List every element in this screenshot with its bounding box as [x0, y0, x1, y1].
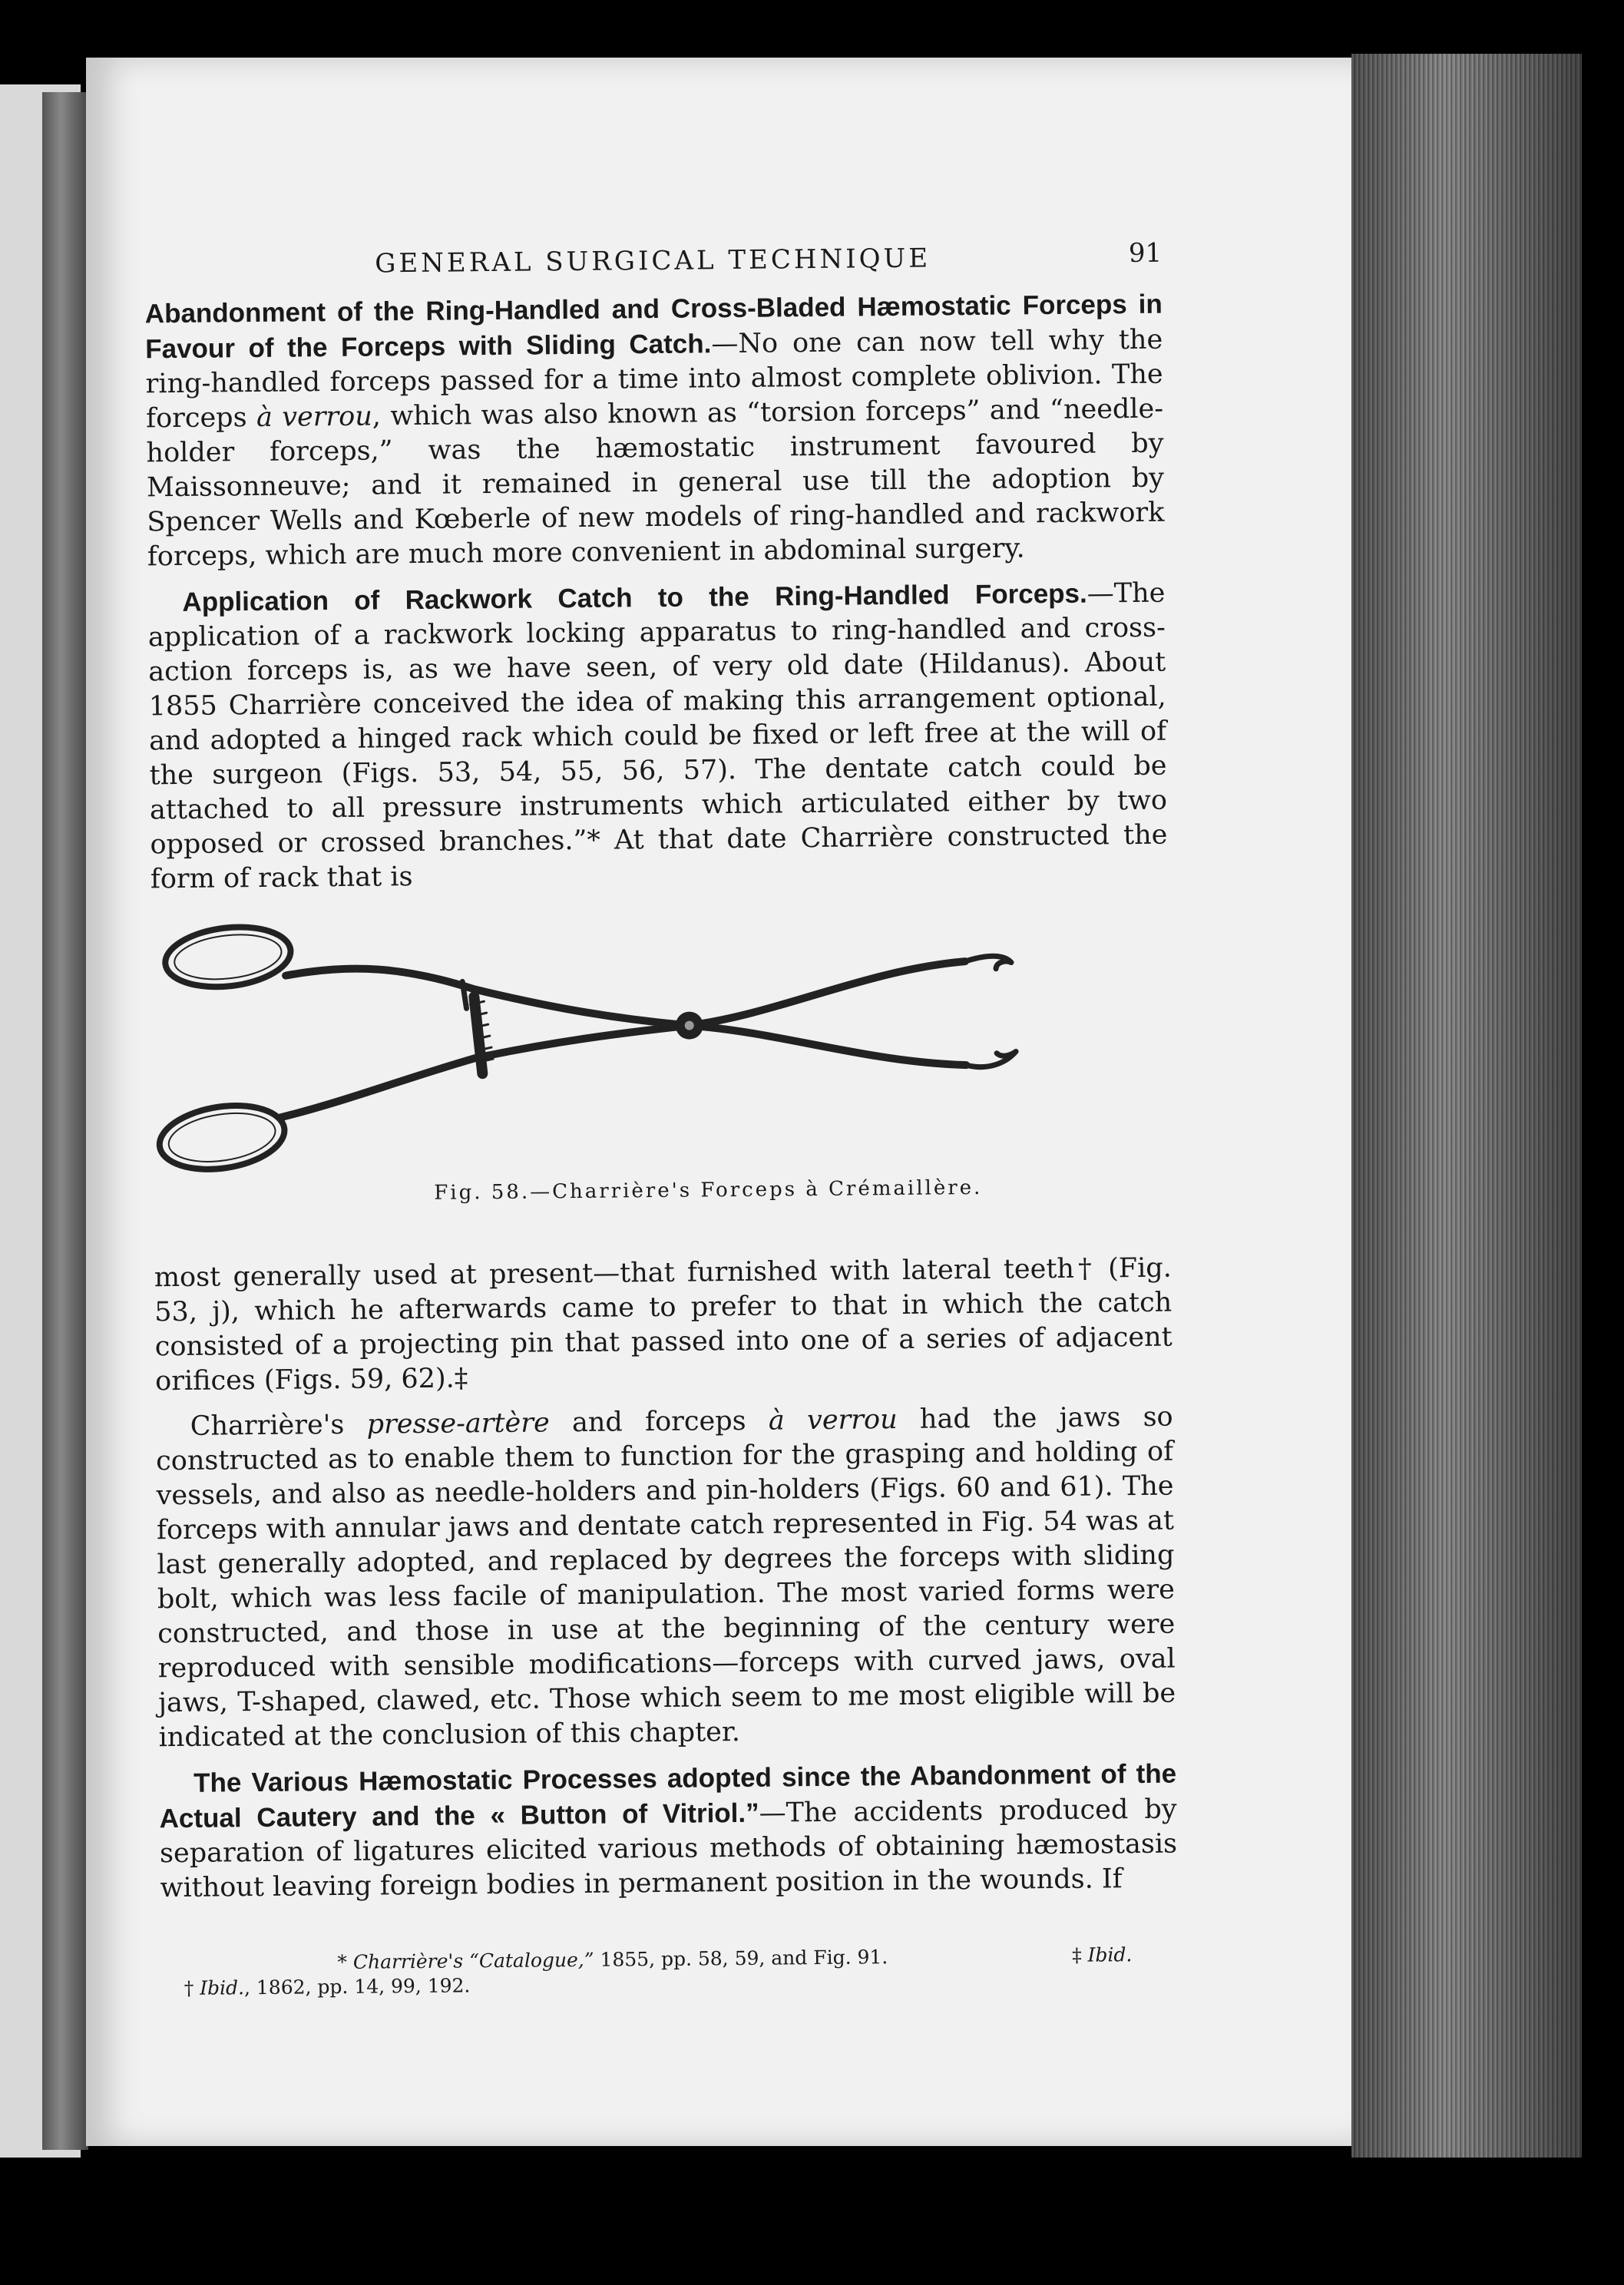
footnote-source: Ibid. — [200, 1976, 245, 1999]
body-text: —The accidents produced by separation of ligatures elicited various methods of obtaining hæmostasis without leaving foreign bodies in permanent position in the wounds. If — [159, 1794, 1178, 1904]
footnotes — [160, 1943, 1179, 2002]
footnote-mark: ‡ — [1071, 1943, 1088, 1966]
italic-term: à verrou — [256, 401, 372, 433]
body-text: Charrière's — [190, 1409, 367, 1442]
footnote-mark: † — [184, 1976, 200, 1999]
running-title: GENERAL SURGICAL TECHNIQUE — [375, 243, 931, 279]
body-text: —No one can now tell why the ring-handled forceps passed for a time into almost complete oblivion. The forceps — [145, 324, 1163, 435]
paragraph-rackwork — [147, 576, 1168, 898]
running-header — [144, 237, 1163, 297]
paragraph-processes — [159, 1757, 1178, 1906]
italic-term: presse-artère — [366, 1407, 550, 1440]
section-heading: Abandonment of the Ring-Handled and Cross-Bladed Hæmostatic Forceps in Favour of the Forceps with Sliding Catch. — [144, 289, 1163, 365]
forceps-drawing — [150, 906, 1170, 1185]
footnote-mark: * — [337, 1950, 354, 1974]
page-content — [144, 237, 1179, 2002]
footnote-source: Charrière's “Catalogue,” — [352, 1948, 594, 1973]
footnote-3 — [1072, 1943, 1133, 1968]
paragraph-continuation: most generally used at present—that furnished with lateral teeth† (Fig. 53, j), which he afterwards came to prefer to that in which the catch consisted of a projecting pin that passed into one of a series of adjacent orifices (Figs. 59, 62).‡ — [154, 1252, 1173, 1397]
page-stack-edge — [1351, 54, 1582, 2158]
footnote-text: , 1862, pp. 14, 99, 192. — [243, 1974, 471, 1999]
body-text: and forceps — [549, 1405, 769, 1439]
footnote-source: Ibid. — [1087, 1943, 1133, 1966]
binding-gutter — [42, 92, 88, 2150]
page-number: 91 — [1128, 237, 1163, 270]
forceps-illustration — [150, 906, 1170, 1185]
section-heading: Application of Rackwork Catch to the Ring-Handled Forceps. — [182, 578, 1087, 617]
section-heading: The Various Hæmostatic Processes adopted since the Abandonment of the Actual Cautery and the « Button of Vitriol.” — [159, 1758, 1177, 1834]
body-text: had the jaws so constructed as to enable them to function for the grasping and holding of vessels, and also as needle-holders and pin-holders (Figs. 60 and 61). The forceps with annular jaws and dentate catch represented in Fig. 54 was at last generally adopted, and replaced by degrees the forceps with sliding bolt, which was less facile of manipulation. The most varied forms were constructed, and those in use at the beginning of the century were reproduced with sensible modifications—forceps with curved jaws, oval jaws, T-shaped, clawed, etc. Those which seem to me most eligible will be indicated at the conclusion of this chapter. — [155, 1401, 1176, 1754]
footnote-text: 1855, pp. 58, 59, and Fig. 91. — [594, 1946, 888, 1971]
body-text: —The application of a rackwork locking apparatus to ring-handled and cross-action forceps is, as we have seen, of very old date (Hildanus). About 1855 Charrière conceived the idea of making this arrangement optional, and adopted a hinged rack which could be fixed or left free at the will of the surgeon (Figs. 53, 54, 55, 56, 57). The dentate catch could be attached to all pressure instruments which articulated either by two opposed or crossed branches.”* At that date Charrière constructed the form of rack that is — [147, 577, 1168, 895]
body-text: , which was also known as “torsion forceps” and “needle-holder forceps,” was the hæmostatic instrument favoured by Maissonneuve; and it remained in general use till the adoption by Spencer Wells and Kœberle of new models of ring-handled and rackwork forceps, which are much more convenient in abdominal surgery. — [146, 393, 1165, 573]
paragraph-charriere — [156, 1400, 1176, 1756]
paragraph-abandonment — [145, 287, 1165, 575]
figure-caption: Fig. 58.—Charrière's Forceps à Crémaillère. — [434, 1176, 983, 1205]
italic-term: à verrou — [768, 1404, 898, 1437]
